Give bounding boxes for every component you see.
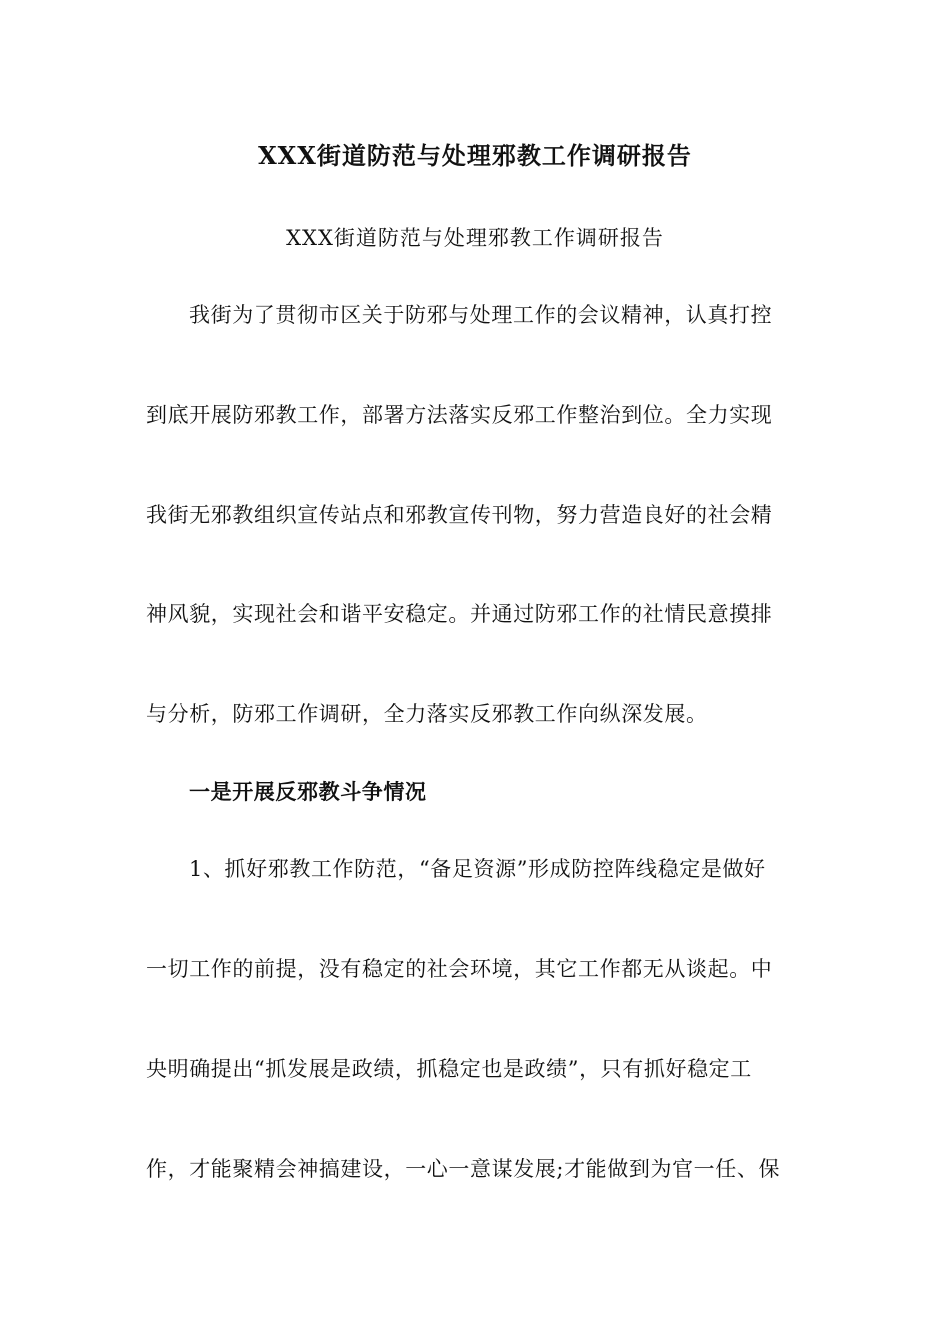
paragraph-line: 作，才能聚精会神搞建设，一心一意谋发展;才能做到为官一任、保 [146,1157,781,1181]
paragraph-line: 到底开展防邪教工作，部署方法落实反邪工作整治到位。全力实现 [146,403,773,427]
paragraph-line: 央明确提出“抓发展是政绩，抓稳定也是政绩”，只有抓好稳定工 [146,1057,752,1081]
paragraph-line: 1、抓好邪教工作防范，“备足资源”形成防控阵线稳定是做好 [189,857,766,881]
document-title: XXX街道防范与处理邪教工作调研报告 [258,141,692,170]
paragraph-line: 与分析，防邪工作调研，全力落实反邪教工作向纵深发展。 [146,702,708,726]
document-subtitle: XXX街道防范与处理邪教工作调研报告 [286,226,664,250]
section-heading: 一是开展反邪教斗争情况 [189,779,427,804]
paragraph-line: 我街无邪教组织宣传站点和邪教宣传刊物，努力营造良好的社会精 [146,503,773,527]
paragraph-line: 神风貌，实现社会和谐平安稳定。并通过防邪工作的社情民意摸排 [146,602,773,626]
paragraph-line: 我街为了贯彻市区关于防邪与处理工作的会议精神，认真打控 [189,303,773,327]
paragraph-line: 一切工作的前提，没有稳定的社会环境，其它工作都无从谈起。中 [146,957,773,981]
